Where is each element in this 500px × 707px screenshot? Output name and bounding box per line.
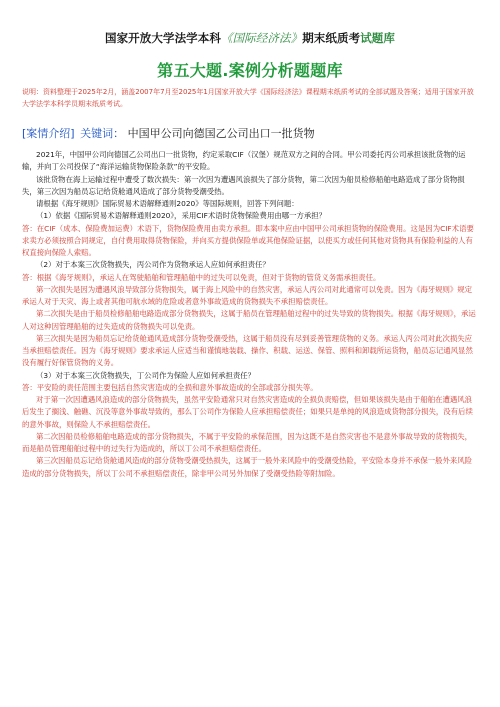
answer-1: 答：在CIF（成本、保险费加运费）术语下，货物保险费用由卖方承担。即本案中应由中国甲公司承担货物的保险费用。这是因为CIF术语要求卖方必须按照合同规定，自付费用取得货物保险，并向买方提供保险单或其他保险证据，以使买方或任何其他对货物具有保险利益的人有权直接向保险人索赔。 [22, 223, 474, 257]
case-tag: [案情介绍] [22, 127, 75, 140]
paragraph: 2021年，中国甲公司向德国乙公司出口一批货物，约定采取CIF（汉堡）规范双方之间的合同。甲公司委托丙公司承担该批货物的运输，并向丁公司投保了“海洋运输货物保险条款”的平安险。 [22, 150, 466, 172]
answer-2: 答：根据《海牙规则》，承运人在驾驶船舶和管理船舶中的过失可以免责，但对于货物的管货义务需承担责任。 [22, 272, 381, 282]
answer-2-part: 第二次损失是由于船员检修船舶电路造成部分货物损失，这属于船员在管理船舶过程中的过失导致的货物损失。根据《海牙规则》，承运人对这种因管理船舶的过失造成的货物损失可以免责。 [22, 309, 476, 331]
answer-2-part: 第三次损失是因为船员忘记给货舱通风造成部分货物受潮受热，这属于船员没有尽到妥善管理货物的义务。承运人丙公司对此次损失应当承担赔偿责任。因为《海牙规则》要求承运人应适当和谨慎地装载、操作、积载、运送、保管、照料和卸载所运货物，船员忘记通风显然没有履行好保管货物的义务。 [22, 333, 473, 368]
title-suffix: 试题库 [360, 31, 395, 45]
keyword-label: 关键词： [80, 127, 125, 140]
question-3: （3）对于本案三次货物损失，丁公司作为保险人应如何承担责任？ [36, 370, 256, 380]
title-mid: 期末纸质考 [302, 31, 361, 45]
answer-3-part: 第三次因船员忘记给货舱通风造成的部分货物受潮受热损失，这属于一般外来风险中的受潮受热险，平安险本身并不承保一般外来风险造成的部分货物损失，所以丁公司不承担赔偿责任，除非甲公司另外加保了受潮受热险等附加险。 [22, 456, 473, 478]
paragraph: 请根据《海牙规则》国际贸易术语解释通则2020》等国际规则，回答下列问题： [36, 199, 299, 208]
title-prefix: 国家开放大学法学本科 [104, 31, 221, 45]
answer-3-part: 第二次因船员检修船舶电路造成的部分货物损失，不属于平安险的承保范围，因为这既不是自然灾害也不是意外事故导致的货物损失，而是船员管理船舶过程中的过失行为造成的，所以丁公司不承担赔偿责任。 [22, 431, 473, 453]
answer-3-part: 对于第一次因遭遇风浪造成的部分货物损失，虽然平安险通常只对自然灾害造成的全损负责赔偿，但如果该损失是由于船舶在遭遇风浪后发生了搁浅、触礁、沉没等意外事故导致的，那么丁公司作为保险人应承担赔偿责任；如果只是单纯的风浪造成货物部分损失，没有后续的意外事故，则保险人不承担赔偿责任。 [22, 395, 473, 429]
answer-3: 答：平安险的责任范围主要包括自然灾害造成的全损和意外事故造成的全部或部分损失等。 [22, 382, 318, 392]
description-note: 说明：资料整理于2025年2月，涵盖2007年7月至2025年1月国家开放大学《国际经济法》课程期末纸质考试的全部试题及答案；适用于国家开放大学法学本科学员期末纸质考试。 [22, 88, 474, 108]
paragraph: 该批货物在海上运输过程中遭受了数次损失：第一次因为遭遇风浪损失了部分货物，第二次因为船员检修船舶电路造成了部分货物损失，第三次因为船员忘记给货舱通风造成了部分货物受潮受热。 [22, 174, 465, 196]
question-1: （1）依据《国际贸易术语解释通则2020》，采用CIF术语时货物保险费用由哪一方承担？ [36, 211, 327, 221]
case-body [22, 149, 478, 480]
case-heading [22, 127, 478, 141]
title-course: 《国际经济法》 [220, 31, 303, 45]
section-title: 第五大题.案例分析题题库 [157, 61, 343, 80]
case-keyword: 中国甲公司向德国乙公司出口一批货物 [127, 127, 315, 140]
question-2: （2）对于本案三次货物损失，丙公司作为货物承运人应如何承担责任？ [36, 260, 270, 270]
answer-2-part: 第一次损失是因为遭遇风浪导致部分货物损失，属于海上风险中的自然灾害，承运人丙公司对此通常可以免责。因为《海牙规则》规定承运人对于天灾、海上或者其他可航水域的危险或者意外事故造成的货物损失不承担赔偿责任。 [22, 284, 473, 306]
document-title [0, 30, 500, 46]
